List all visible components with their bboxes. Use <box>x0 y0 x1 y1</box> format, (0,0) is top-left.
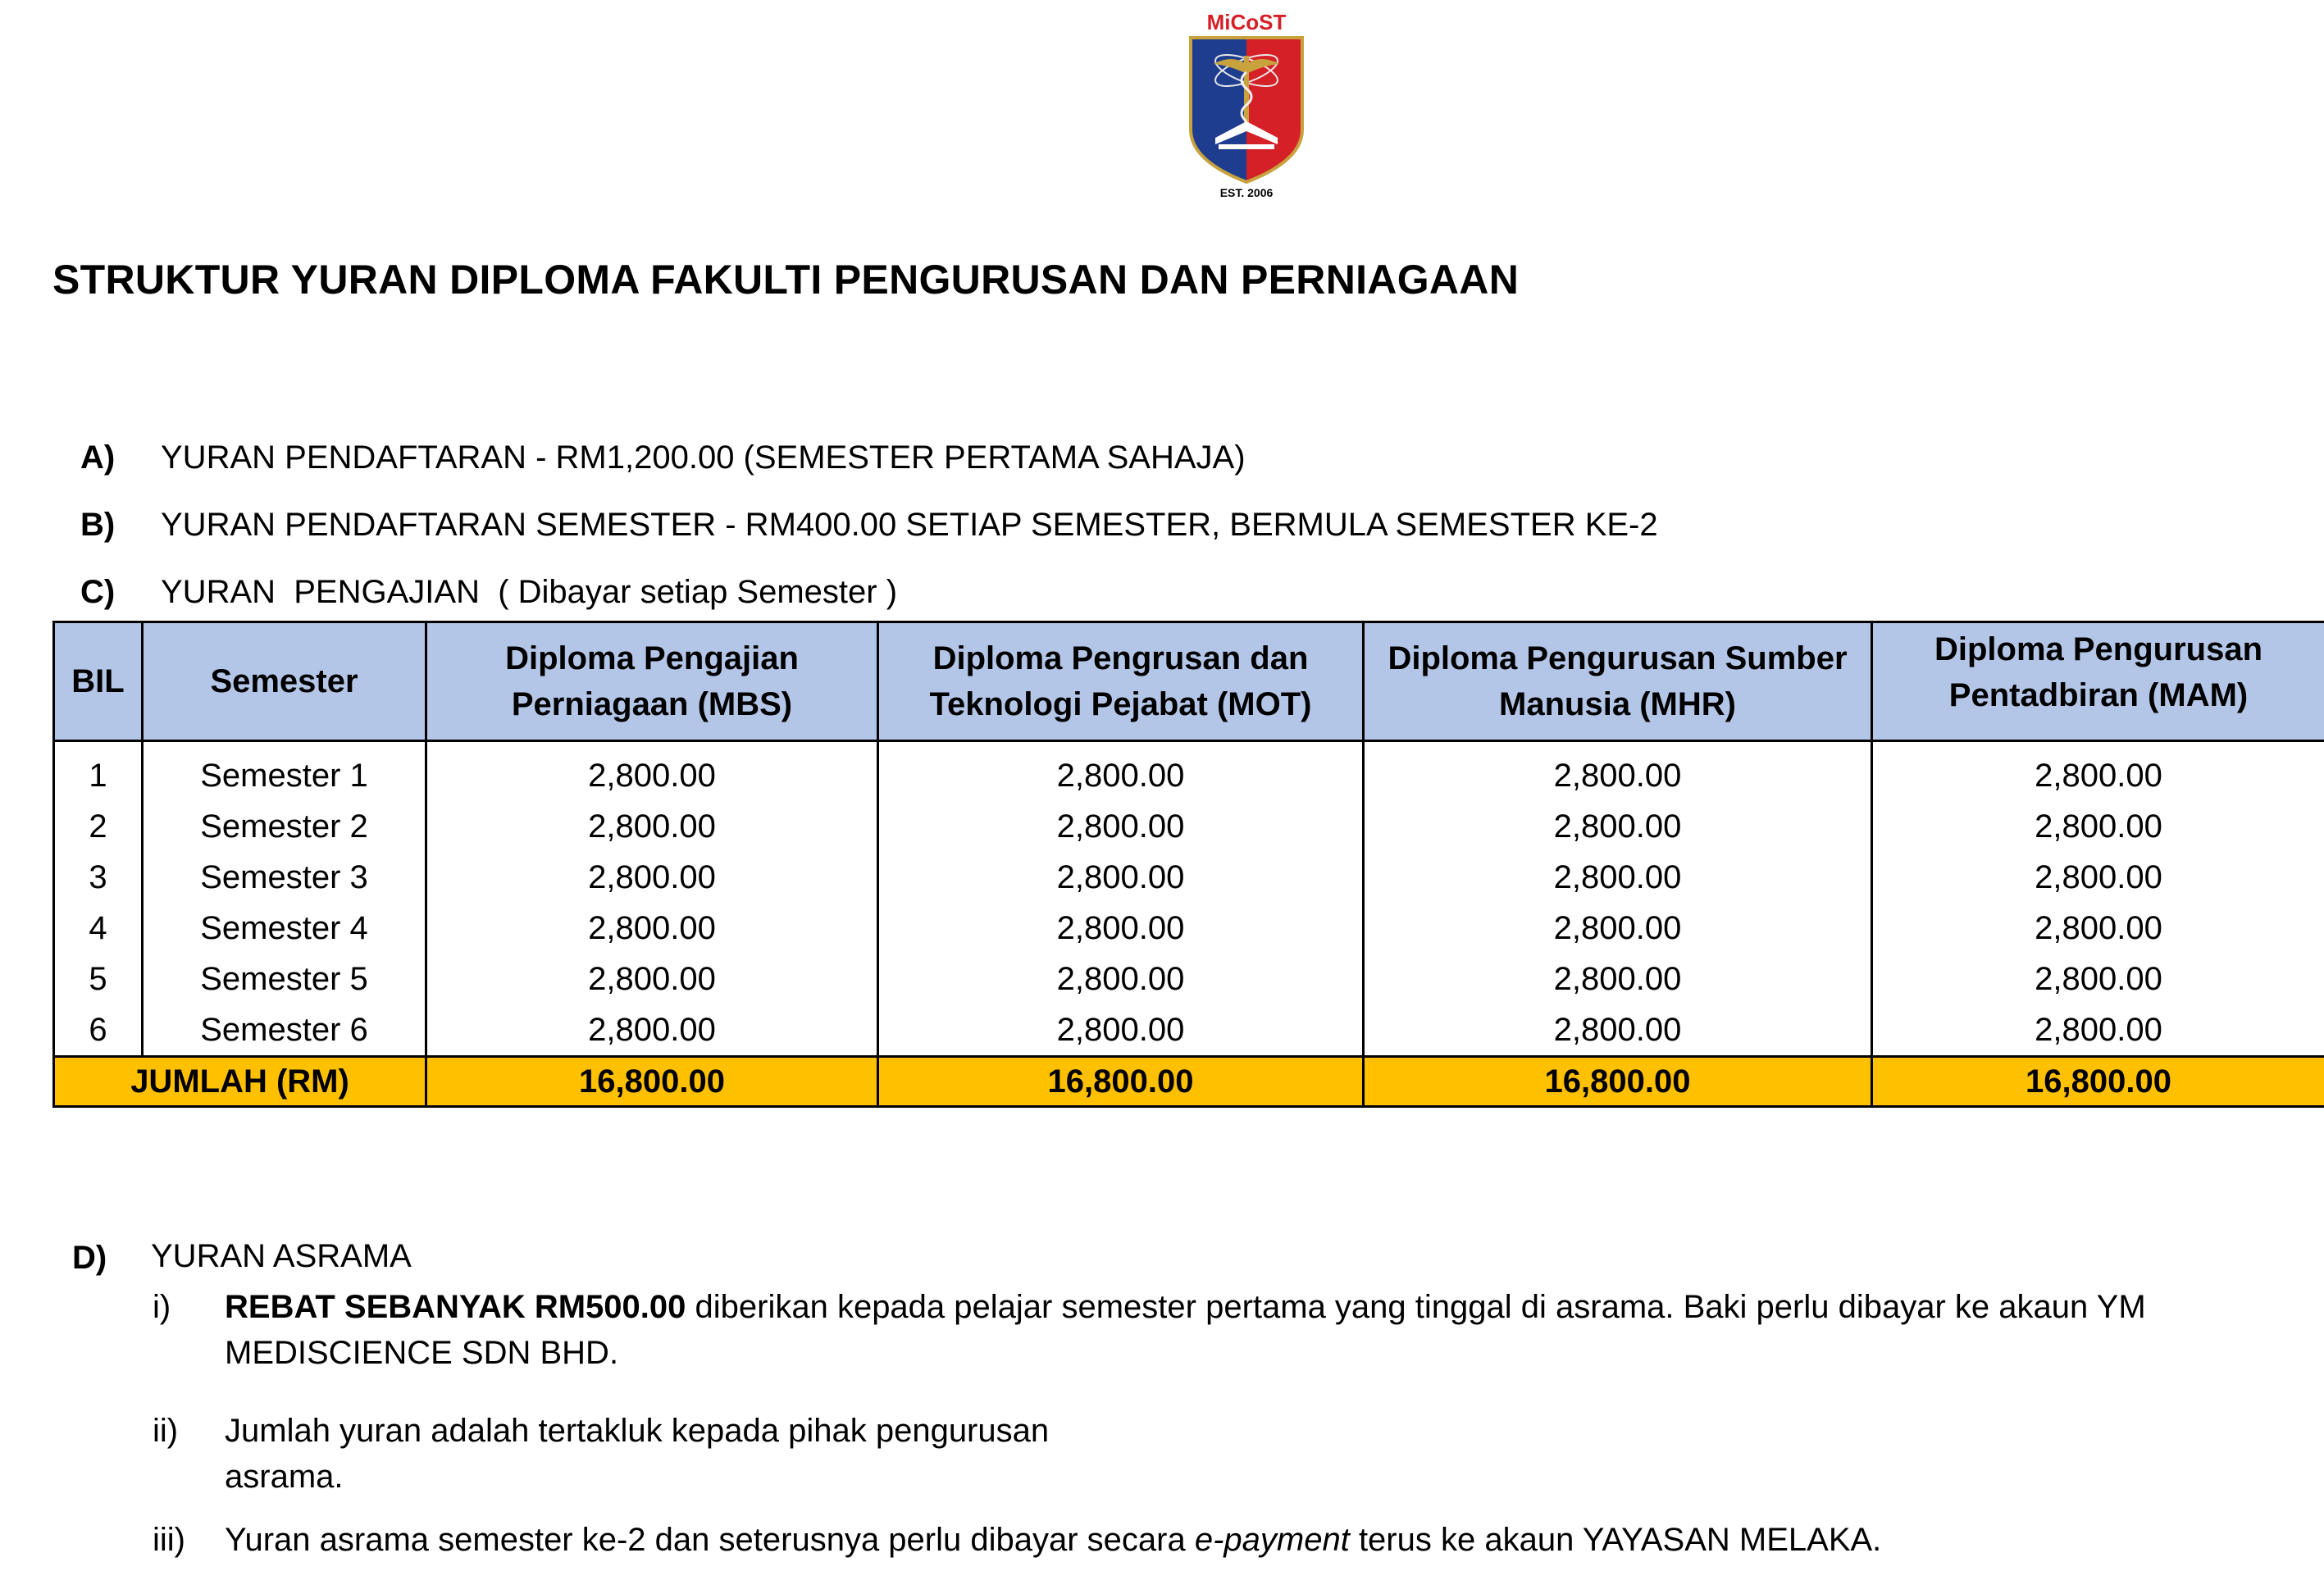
cell-semester: Semester 5 <box>143 954 426 1004</box>
cell-mot: 2,800.00 <box>878 801 1364 852</box>
cell-bil: 3 <box>54 852 143 903</box>
item-italic-text: e-payment <box>1194 1522 1350 1558</box>
cell-bil: 1 <box>54 741 143 802</box>
item-bold-text: REBAT SEBANYAK RM500.00 <box>225 1289 686 1325</box>
cell-mam: 2,800.00 <box>1872 1004 2324 1057</box>
item-rest-text: diberikan kepada pelajar semester pertama yang tinggal di asrama. Baki perlu dibayar ke akaun YM <box>686 1289 2146 1325</box>
section-a-text: YURAN PENDAFTARAN - RM1,200.00 (SEMESTER PERTAMA SAHAJA) <box>161 439 1246 476</box>
section-d-heading: YURAN ASRAMA <box>151 1238 412 1274</box>
section-d-item-1 <box>153 1284 2285 1376</box>
header-mam <box>1872 622 2324 741</box>
header-mhr-line2: Manusia (MHR) <box>1499 686 1736 722</box>
cell-mbs: 2,800.00 <box>426 903 878 954</box>
cell-mam: 2,800.00 <box>1872 741 2324 802</box>
total-mam: 16,800.00 <box>1872 1057 2324 1107</box>
item-post-text: terus ke akaun YAYASAN MELAKA. <box>1349 1522 1882 1558</box>
item-line2: MEDISCIENCE SDN BHD. <box>225 1335 619 1371</box>
table-row <box>54 801 2324 852</box>
table-row <box>54 954 2324 1004</box>
item-number: i) <box>153 1289 171 1325</box>
section-c-text: YURAN PENGAJIAN ( Dibayar setiap Semester ) <box>161 574 898 610</box>
fee-table <box>52 621 2324 1108</box>
cell-mhr: 2,800.00 <box>1364 954 1872 1004</box>
item-line1: Jumlah yuran adalah tertakluk kepada pihak pengurusan <box>225 1413 1050 1449</box>
cell-semester: Semester 4 <box>143 903 426 954</box>
cell-semester: Semester 2 <box>143 801 426 852</box>
cell-mbs: 2,800.00 <box>426 954 878 1004</box>
cell-mam: 2,800.00 <box>1872 954 2324 1004</box>
cell-bil: 2 <box>54 801 143 852</box>
cell-mot: 2,800.00 <box>878 903 1364 954</box>
cell-semester: Semester 6 <box>143 1004 426 1057</box>
svg-text:EST. 2006: EST. 2006 <box>1219 186 1274 199</box>
header-mbs-line2: Perniagaan (MBS) <box>511 686 793 722</box>
cell-mhr: 2,800.00 <box>1364 741 1872 802</box>
cell-mhr: 2,800.00 <box>1364 1004 1872 1057</box>
header-semester: Semester <box>143 622 426 741</box>
item-text <box>225 1408 1049 1500</box>
header-mot-line1: Diploma Pengrusan dan <box>932 640 1309 676</box>
header-mhr <box>1364 622 1872 741</box>
cell-bil: 6 <box>54 1004 143 1057</box>
total-mhr: 16,800.00 <box>1364 1057 1872 1107</box>
section-a-label: A) <box>80 439 116 476</box>
header-mam-line2: Pentadbiran (MAM) <box>1948 677 2249 713</box>
header-mam-line1: Diploma Pengurusan <box>1934 631 2263 667</box>
item-number: iii) <box>153 1522 185 1558</box>
cell-bil: 4 <box>54 903 143 954</box>
item-line2: asrama. <box>225 1459 344 1495</box>
cell-mam: 2,800.00 <box>1872 801 2324 852</box>
page-title: STRUKTUR YURAN DIPLOMA FAKULTI PENGURUSAN DAN PERNIAGAAN <box>52 257 1520 303</box>
header-mhr-line1: Diploma Pengurusan Sumber <box>1388 640 1848 676</box>
cell-mhr: 2,800.00 <box>1364 852 1872 903</box>
cell-mbs: 2,800.00 <box>426 852 878 903</box>
micost-logo <box>1181 7 1312 200</box>
table-row <box>54 852 2324 903</box>
section-c-label: C) <box>80 574 116 610</box>
header-mbs-line1: Diploma Pengajian <box>505 640 799 676</box>
cell-bil: 5 <box>54 954 143 1004</box>
item-text <box>225 1284 2146 1376</box>
table-total-row <box>54 1057 2324 1107</box>
cell-mot: 2,800.00 <box>878 1004 1364 1057</box>
svg-text:MiCoST: MiCoST <box>1206 10 1287 34</box>
table-row <box>54 903 2324 954</box>
cell-mhr: 2,800.00 <box>1364 801 1872 852</box>
header-mot <box>878 622 1364 741</box>
total-label: JUMLAH (RM) <box>54 1057 426 1107</box>
cell-mbs: 2,800.00 <box>426 741 878 802</box>
header-mbs <box>426 622 878 741</box>
section-d-item-3 <box>153 1517 2285 1563</box>
total-mbs: 16,800.00 <box>426 1057 878 1107</box>
table-header-row <box>54 622 2324 741</box>
cell-semester: Semester 1 <box>143 741 426 802</box>
cell-mhr: 2,800.00 <box>1364 903 1872 954</box>
item-number: ii) <box>153 1413 179 1449</box>
total-mot: 16,800.00 <box>878 1057 1364 1107</box>
item-text <box>225 1517 1881 1563</box>
cell-mbs: 2,800.00 <box>426 801 878 852</box>
section-c <box>80 574 897 611</box>
section-d-item-2 <box>153 1408 1301 1500</box>
cell-mbs: 2,800.00 <box>426 1004 878 1057</box>
cell-mam: 2,800.00 <box>1872 852 2324 903</box>
table-row <box>54 1004 2324 1057</box>
section-b <box>80 507 1658 544</box>
header-mot-line2: Teknologi Pejabat (MOT) <box>929 686 1312 722</box>
cell-mot: 2,800.00 <box>878 852 1364 903</box>
cell-mam: 2,800.00 <box>1872 903 2324 954</box>
cell-mot: 2,800.00 <box>878 741 1364 802</box>
table-row <box>54 741 2324 802</box>
item-pre-text: Yuran asrama semester ke-2 dan seterusnya perlu dibayar secara <box>225 1522 1195 1558</box>
cell-mot: 2,800.00 <box>878 954 1364 1004</box>
header-bil: BIL <box>54 622 143 741</box>
cell-semester: Semester 3 <box>143 852 426 903</box>
section-a <box>80 439 1246 476</box>
section-b-text: YURAN PENDAFTARAN SEMESTER - RM400.00 SETIAP SEMESTER, BERMULA SEMESTER KE-2 <box>161 507 1658 543</box>
section-b-label: B) <box>80 507 116 543</box>
section-d-label: D) <box>72 1240 107 1276</box>
